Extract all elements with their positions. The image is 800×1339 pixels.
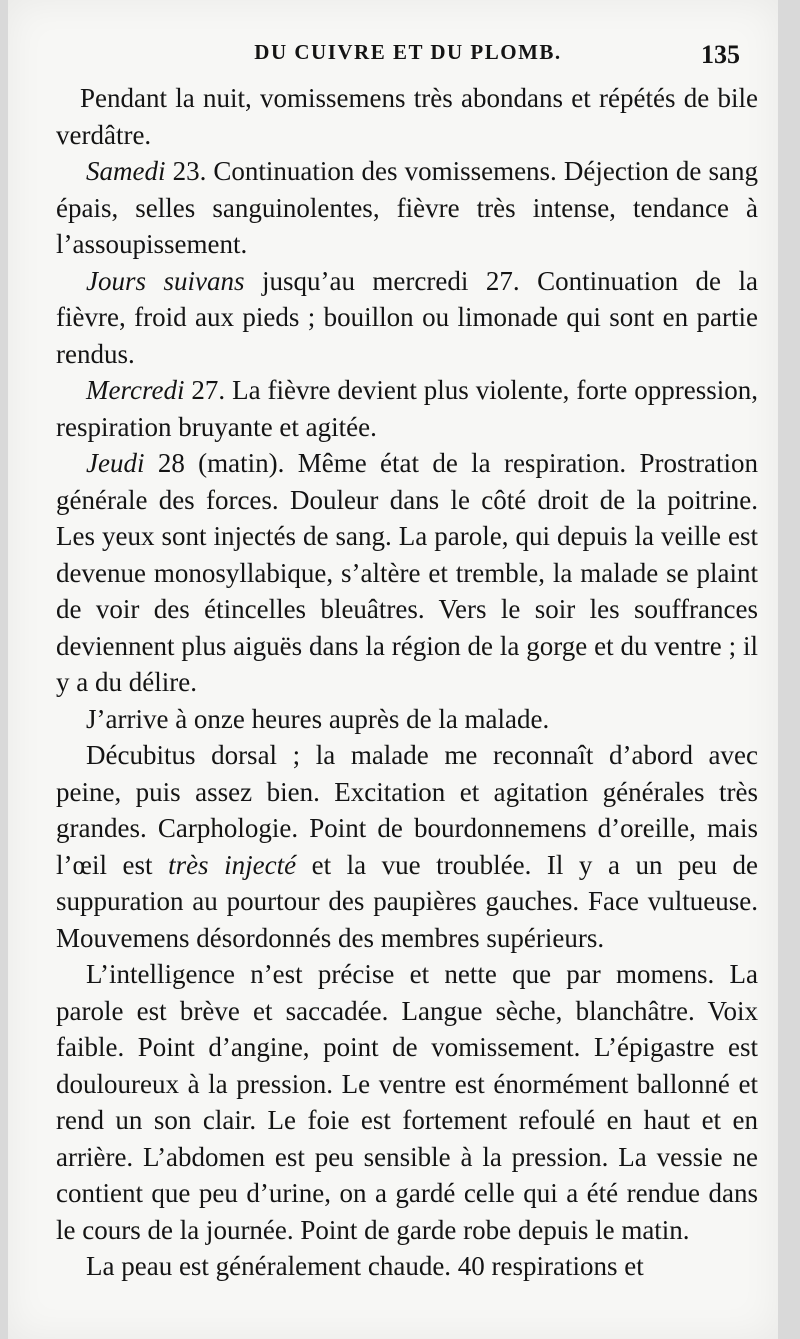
paragraph — [56, 80, 758, 153]
paragraph-text: L’intelligence n’est précise et nette que par momens. La parole est brève et saccadée. Langue sèche, blanchâtre. Voix faible. Point d’angine, point de vomissement. L’épigastre est douloureux à la pression. Le ventre est énormément ballonné et rend un son clair. Le foie est fortement refoulé en haut et en arrière. L’abdomen est peu sensible à la pression. La vessie ne contient que peu d’urine, on a gardé celle qui a été rendue dans le cours de la journée. Point de garde robe depuis le matin. — [56, 959, 758, 1245]
paragraph — [56, 445, 758, 701]
paragraph-text: Pendant la nuit, vomissemens très abondans et répétés de bile verdâtre. — [56, 83, 758, 150]
paragraph — [56, 263, 758, 373]
body-text — [56, 80, 758, 1285]
paragraph-text: Décubitus dorsal ; la malade me reconnaît d’abord avec peine, puis assez bien. Excitation et agitation générales très grandes. Carphologie. Point de bourdonnemens d’oreille, mais l’œil est — [56, 740, 758, 880]
day-label: Jeudi — [86, 448, 145, 478]
paragraph-text: 23. Continuation des vomissemens. Déjection de sang épais, selles sanguinolentes, fièvre très intense, tendance à l’assoupissement. — [56, 156, 758, 259]
paragraph-text: La peau est généralement chaude. 40 respirations et — [86, 1251, 644, 1281]
page-number: 135 — [701, 40, 740, 69]
emphasis-text: très injecté — [168, 849, 297, 880]
day-label: Samedi — [86, 156, 166, 186]
book-page — [8, 0, 778, 1339]
paragraph-text: 27. La fièvre devient plus violente, forte oppression, respiration bruyante et agitée. — [56, 375, 758, 442]
paragraph — [56, 956, 758, 1248]
paragraph — [56, 153, 758, 263]
running-title: DU CUIVRE ET DU PLOMB. — [254, 40, 562, 64]
paragraph-text: J’arrive à onze heures auprès de la malade. — [86, 703, 550, 734]
running-head — [56, 34, 760, 74]
paragraph — [56, 737, 758, 956]
paragraph-text: jusqu’au mercredi 27. Continuation de la fièvre, froid aux pieds ; bouillon ou limonade qui sont en partie rendus. — [56, 265, 759, 369]
paragraph — [56, 701, 758, 738]
paragraph — [56, 1248, 758, 1285]
day-label: Jours suivans — [86, 265, 245, 296]
day-label: Mercredi — [86, 375, 185, 405]
paragraph — [56, 372, 758, 445]
paragraph-text-tail: et la vue troublée. Il y a un peu de suppuration au pourtour des paupières gauches. Face vultueuse. Mouvemens désordonnés des membres supérieurs. — [56, 849, 758, 953]
paragraph-text: 28 (matin). Même état de la respiration. Prostration générale des forces. Douleur dans le côté droit de la poitrine. Les yeux sont injectés de sang. La parole, qui depuis la veille est devenue monosyllabique, s’altère et tremble, la malade se plaint de voir des étincelles bleuâtres. Vers le soir les souffrances deviennent plus aiguës dans la région de la gorge et du ventre ; il y a du délire. — [56, 448, 758, 697]
